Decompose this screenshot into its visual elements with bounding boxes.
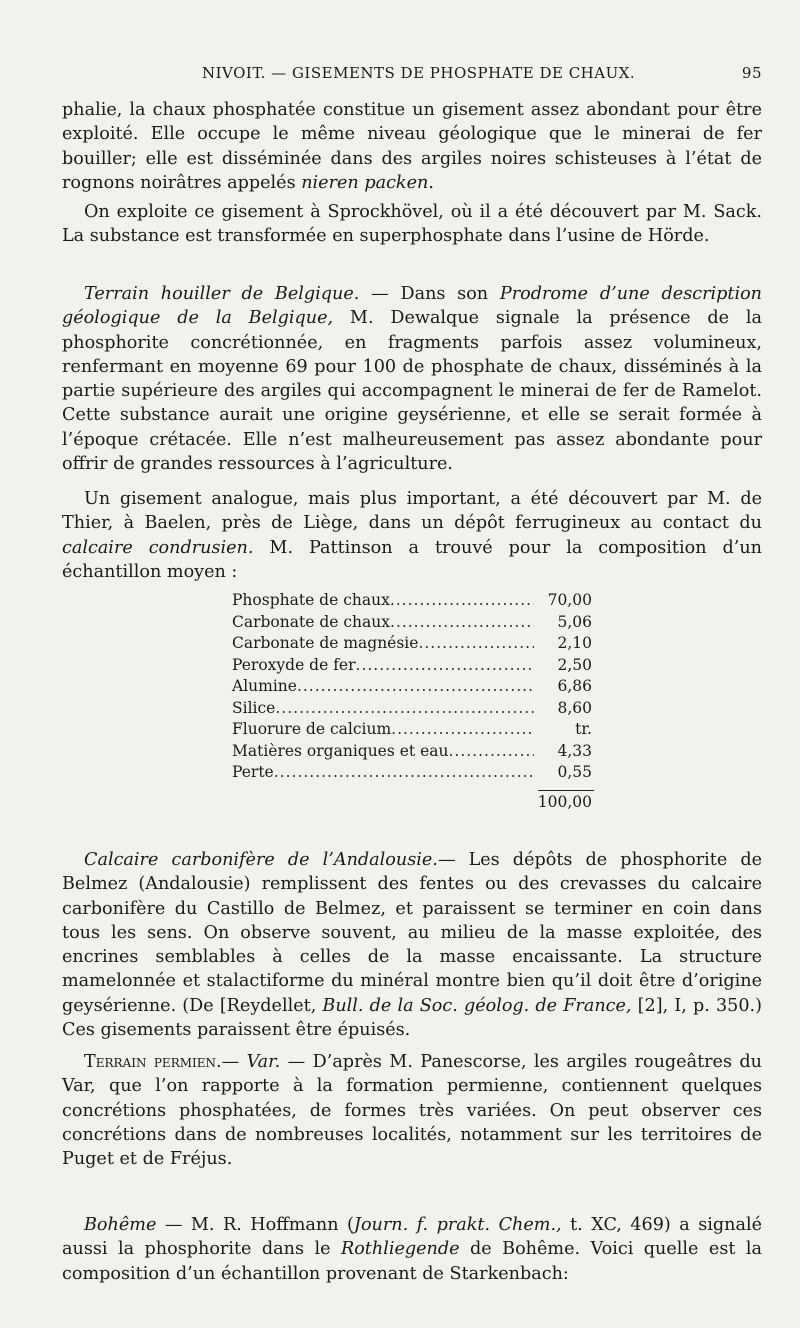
header-title: NIVOIT. — GISEMENTS DE PHOSPHATE DE CHAUX. (202, 64, 636, 82)
table-row: Carbonate de magnésie ..... 2,10 (232, 633, 592, 655)
table-row: Alumine ..... 6,86 (232, 676, 592, 698)
table-row: Fluorure de calcium ..... tr. (232, 719, 592, 741)
paragraph-belgique: Terrain houiller de Belgique. — Dans son Prodrome d’une description géologique de la Belgique, M. Dewalque signale la présence de la phosphorite concrétionnée, en fragments parfois assez volumineux, renfermant en moyenne 69 pour 100 de phosphate de chaux, disséminés à la partie supérieure des argiles qui accompagnent le minerai de fer de Ramelot. Cette substance aurait une origine geysérienne, et elle se serait formée à l’époque crétacée. Elle n’est malheureusement pas assez abondante pour offrir de grandes ressources à l’agriculture. (62, 284, 762, 475)
table-row: Peroxyde de fer ..... 2,50 (232, 655, 592, 677)
table-row: Phosphate de chaux ..... 70,00 (232, 590, 592, 612)
paragraph-andalousie: Calcaire carbonifère de l’Andalousie.— Les dépôts de phosphorite de Belmez (Andalousie) remplissent des fentes ou des crevasses du calcaire carbonifère du Castillo de Belmez, et paraissent se terminer en coin dans tous les sens. On observe souvent, au milieu de la masse exploitée, des encrines semblables à celles de la masse encaissante. La structure mamelonnée et stalactiforme du minéral montre bien qu’il doit être d’origine geysérienne. (De [Reydellet, Bull. de la Soc. géolog. de France, [2], I, p. 350.) Ces gisements paraissent être épuisés. (62, 850, 763, 1041)
page (62, 0, 762, 1328)
total-rule (538, 790, 594, 791)
paragraph-sprockhovel: On exploite ce gisement à Sprockhövel, où il a été découvert par M. Sack. La substance est transformée en superphosphate dans l’usine de Hörde. (62, 202, 762, 247)
page-number: 95 (741, 64, 762, 82)
composition-total: 100,00 (537, 793, 592, 811)
table-row: Silice ..... 8,60 (232, 698, 592, 720)
table-row: Carbonate de chaux ..... 5,06 (232, 612, 592, 634)
paragraph-permien: Terrain permien.— Var. — D’après M. Panescorse, les argiles rougeâtres du Var, que l’on rapporte à la formation permienne, contiennent quelques concrétions phosphatées, de formes très variées. On peut observer ces concrétions dans de nombreuses localités, notamment sur les territoires de Puget et de Fréjus. (62, 1052, 762, 1170)
table-row: Perte ..... 0,55 (232, 762, 592, 784)
paragraph-baelen: Un gisement analogue, mais plus important, a été découvert par M. de Thier, à Baelen, près de Liège, dans un dépôt ferrugineux au contact du calcaire condrusien. M. Pattinson a trouvé pour la composition d’un échantillon moyen : (62, 489, 762, 582)
composition-table (232, 590, 592, 784)
paragraph-westphalie: phalie, la chaux phosphatée constitue un gisement assez abondant pour être exploité. Elle occupe le même niveau géologique que le minerai de fer bouiller; elle est disséminée dans des argiles noires schisteuses à l’état de rognons noirâtres appelés nieren packen. (62, 100, 762, 193)
paragraph-boheme: Bohême — M. R. Hoffmann (Journ. f. prakt. Chem., t. XC, 469) a signalé aussi la phosphorite dans le Rothliegende de Bohême. Voici quelle est la composition d’un échantillon provenant de Starkenbach: (62, 1215, 762, 1284)
table-row: Matières organiques et eau ..... 4,33 (232, 741, 592, 763)
